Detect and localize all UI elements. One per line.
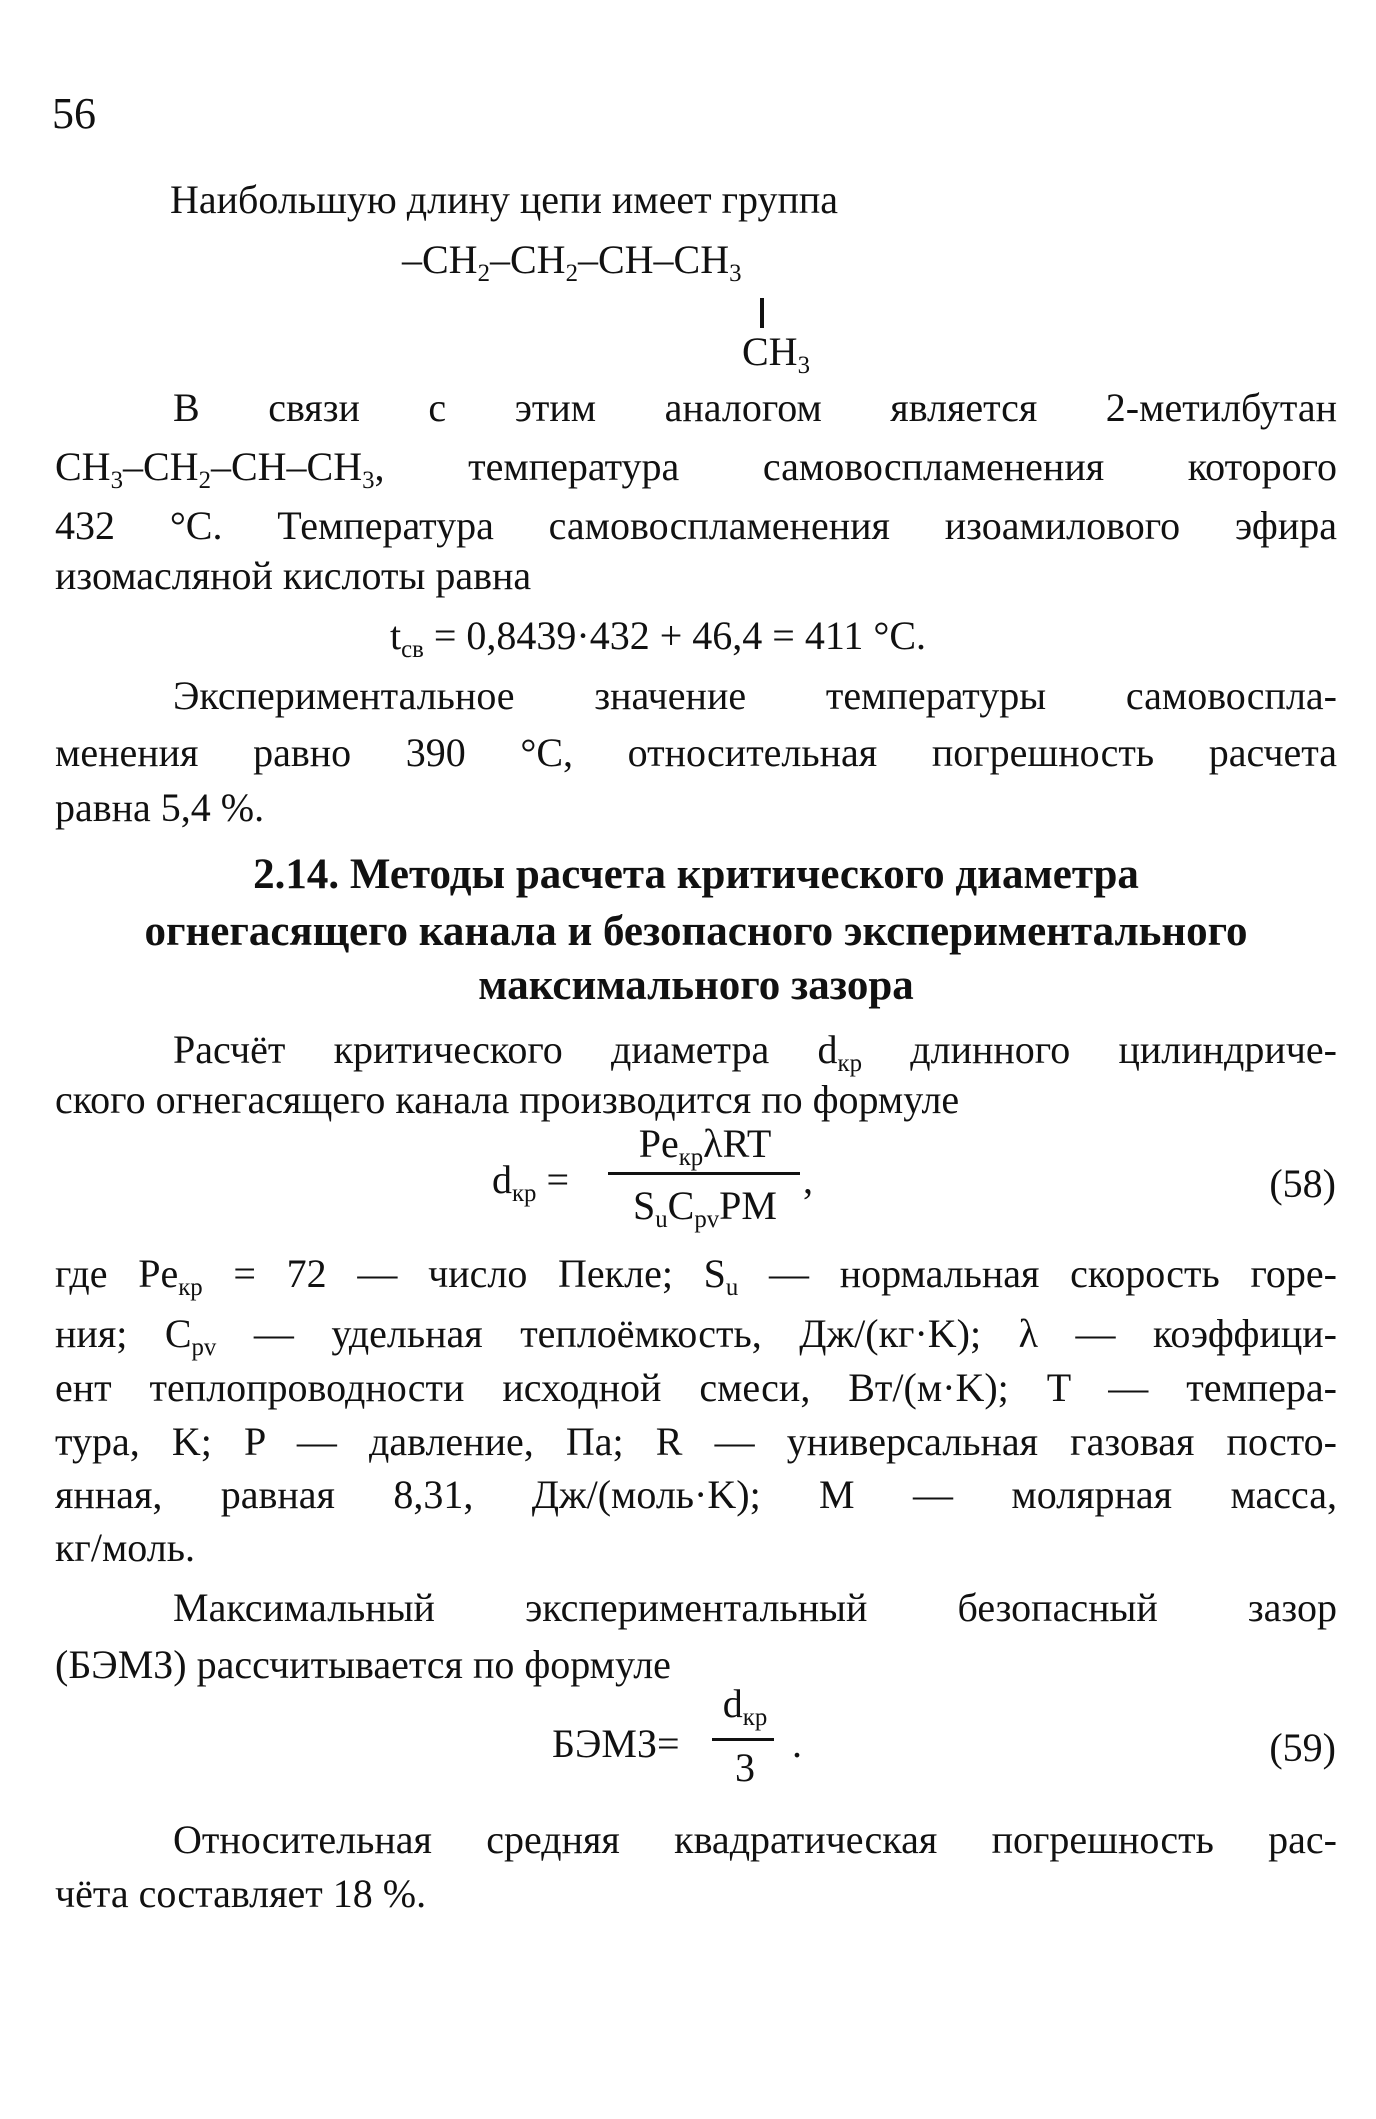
para4-line3: ент теплопроводности исходной смеси, Вт/(м·K); T — темпера- (55, 1365, 1337, 1410)
chain-branch-bond (760, 298, 764, 328)
chain-branch: $CH_3$ (742, 329, 810, 379)
section-heading-line1: 2.14. Методы расчета критического диаметра (253, 851, 1139, 898)
para2-line3: равна 5,4 %. (55, 785, 265, 830)
formula58-numerator: $Pe_{кр}\lambda RT$ (638, 1121, 772, 1171)
para5-line1: Максимальный экспериментальный безопасный зазор (173, 1585, 1337, 1630)
formula58-comma: , (803, 1157, 813, 1202)
para1-line3: 432 °C. Температура самовоспламенения изоамилового эфира (55, 503, 1337, 548)
para6-line2: чёта составляет 18 %. (55, 1871, 427, 1916)
formula59-fraction-bar (712, 1738, 774, 1741)
intro-line: Наибольшую длину цепи имеет группа (170, 177, 839, 222)
formula-tsv: $t_{св} = 0,8439\cdot 432 + 46,4 = 411$ °C. (390, 613, 927, 663)
para1-line2: $CH_3-CH_2-CH-CH_3$, температура самовоспламенения которого (55, 444, 1337, 494)
para4-line4: тура, K; P — давление, Па; R — универсальная газовая посто- (55, 1419, 1337, 1464)
equation-number-59: (59) (1269, 1725, 1336, 1770)
para4-line6: кг/моль. (55, 1525, 195, 1570)
section-heading-line3: максимального зазора (478, 962, 914, 1009)
para1-line4: изомасляной кислоты равна (55, 553, 532, 598)
para1-line1: В связи с этим аналогом является 2-метилбутан (173, 385, 1337, 430)
para3-line2: ского огнегасящего канала производится по формуле (55, 1077, 960, 1122)
formula58-lhs: $d_{кр}$ = (492, 1157, 570, 1207)
para2-line1: Экспериментальное значение температуры самовоспла- (173, 673, 1337, 718)
para3-line1: Расчёт критического диаметра $d_{кр}$ длинного цилиндриче- (173, 1027, 1337, 1077)
equation-number-58: (58) (1269, 1161, 1336, 1206)
formula59-dot: . (792, 1721, 802, 1766)
chain-main: $-CH_2-CH_2-CH-CH_3$ (402, 237, 742, 287)
para4-line2: ния; $C_{pv}$ — удельная теплоёмкость, Дж/(кг·K); λ — коэффици- (55, 1311, 1337, 1361)
formula59-denominator: 3 (735, 1745, 755, 1790)
formula58-denominator: $S_uC_{pv}PM$ (633, 1183, 777, 1233)
formula58-fraction-bar (608, 1172, 800, 1175)
para6-line1: Относительная средняя квадратическая погрешность рас- (173, 1817, 1337, 1862)
para2-line2: менения равно 390 °C, относительная погрешность расчета (55, 730, 1337, 775)
para4-line1: где $Pe_{кр} = 72$ — число Пекле; $S_u$ — нормальная скорость горе- (55, 1251, 1337, 1301)
para4-line5: янная, равная 8,31, Дж/(моль·K); M — молярная масса, (55, 1472, 1337, 1517)
para5-line2: (БЭМЗ) рассчитывается по формуле (55, 1642, 671, 1687)
section-heading-line2: огнегасящего канала и безопасного экспериментального (144, 908, 1248, 955)
page-number: 56 (52, 89, 96, 138)
formula59-lhs: БЭМЗ= (552, 1721, 680, 1766)
formula59-numerator: $d_{кр}$ (722, 1681, 768, 1731)
